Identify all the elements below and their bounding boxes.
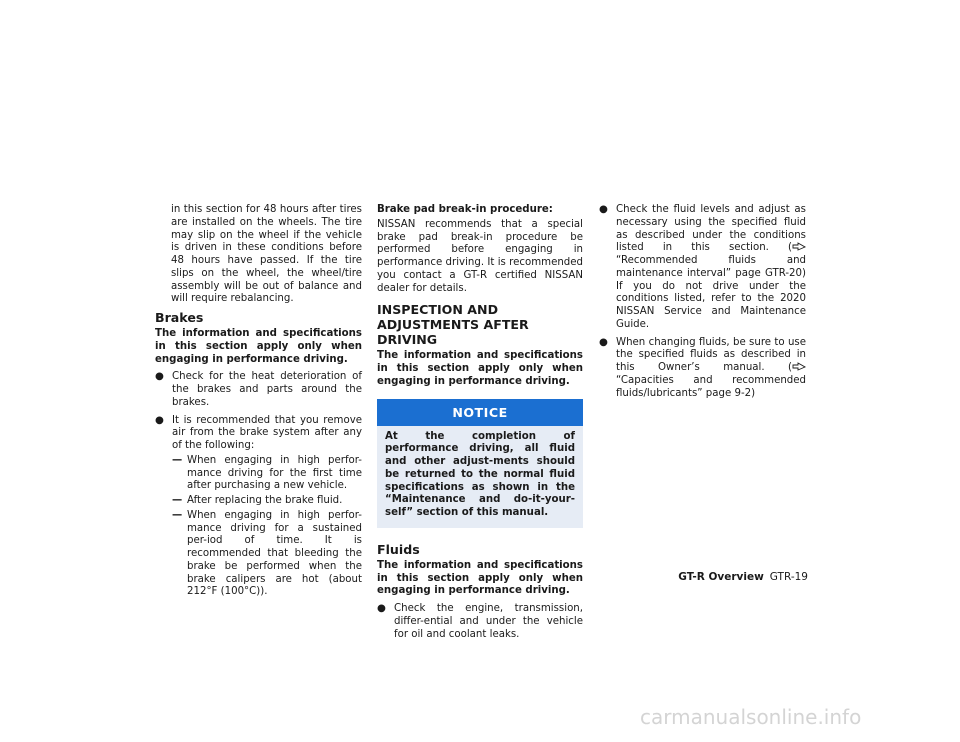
notice-title: NOTICE <box>377 399 583 426</box>
list-item <box>377 603 583 641</box>
bullet-text-part: Check the fluid levels and adjust as necessary using the specified fluid as described under the conditions listed in this section. ( <box>616 204 806 254</box>
bullet-text-part: “Capacities and recommended fluids/lubricants” page 9-2) <box>616 374 806 399</box>
watermark: carmanualsonline.info <box>640 705 862 729</box>
dash-marker: — <box>172 509 183 521</box>
bullet-marker: ● <box>155 414 164 426</box>
column-1 <box>155 204 362 599</box>
sub-list-item <box>172 510 362 599</box>
sub-list-item <box>172 455 362 493</box>
bullet-text <box>616 204 806 332</box>
notice-box <box>377 399 583 528</box>
inspection-heading: INSPECTION AND ADJUSTMENTS AFTER DRIVING <box>377 302 529 348</box>
bullet-lead: It is recommended that you remove air from the brake system after any of the following: <box>172 414 362 451</box>
bullet-marker: ● <box>599 336 608 348</box>
brakes-intro: The information and specifications in this section apply only when engaging in performance driving. <box>155 328 362 365</box>
bullet-text-part: When changing fluids, be sure to use the specified fluids as described in this Owner’s manual. ( <box>616 336 806 373</box>
dash-text: After replacing the brake fluid. <box>187 495 343 506</box>
page-footer <box>650 570 808 584</box>
column-3 <box>599 204 806 400</box>
notice-text: At the completion of performance driving, all fluid and other adjust-ments should be returned to the normal fluid specifications as shown in the “Maintenance and do-it-your-self” section of this manual. <box>385 430 575 518</box>
brakes-heading: Brakes <box>155 310 204 325</box>
footer-section: GT-R Overview <box>678 571 764 583</box>
list-item <box>599 204 806 332</box>
page-reference-icon <box>792 242 806 251</box>
bullet-marker: ● <box>155 371 164 383</box>
list-item <box>599 337 806 401</box>
continued-paragraph: in this section for 48 hours after tires are installed on the wheels. The tire may slip on the wheel if the vehicle is driven in these conditions before 48 hours have passed. If the tire slips on the wheel, the wheel/tire assembly will be out of balance and will require rebalancing. <box>171 204 362 305</box>
breakin-text: NISSAN recommends that a special brake pad break-in procedure be performed before engaging in performance driving. It is recommended you contact a GT-R certified NISSAN dealer for details. <box>377 218 583 294</box>
dash-text: When engaging in high perfor-mance driving for the first time after purchasing a new vehicle. <box>187 454 362 492</box>
bullet-text-part: “Recommended fluids and maintenance interval” page GTR-20) If you do not drive under the conditions listed, refer to the 2020 NISSAN Service and Maintenance Guide. <box>616 255 806 330</box>
column-2 <box>377 204 583 641</box>
sub-list-item <box>172 495 362 508</box>
page-reference-icon <box>792 362 806 371</box>
bullet-text: Check the engine, transmission, differ-ential and under the vehicle for oil and coolant leaks. <box>394 603 583 640</box>
fluids-heading: Fluids <box>377 541 420 557</box>
fluids-intro: The information and specifications in this section apply only when engaging in performance driving. <box>377 559 583 597</box>
list-item <box>155 415 362 600</box>
bullet-text <box>172 415 362 600</box>
dash-marker: — <box>172 454 183 466</box>
bullet-marker: ● <box>377 603 386 614</box>
inspection-intro: The information and specifications in this section apply only when engaging in performance driving. <box>377 350 583 387</box>
bullet-text: Check for the heat deterioration of the brakes and parts around the brakes. <box>172 371 362 408</box>
bullet-text <box>616 337 806 401</box>
page-number: GTR-19 <box>769 571 808 583</box>
breakin-title: Brake pad break-in procedure: <box>377 204 553 215</box>
bullet-marker: ● <box>599 204 608 215</box>
list-item <box>155 371 362 409</box>
dash-text: When engaging in high perfor-mance driving for a sustained per-iod of time. It is recommended that bleeding the brake be performed when the brake calipers are hot (about 212°F (100°C)). <box>187 509 362 598</box>
dash-marker: — <box>172 495 183 506</box>
